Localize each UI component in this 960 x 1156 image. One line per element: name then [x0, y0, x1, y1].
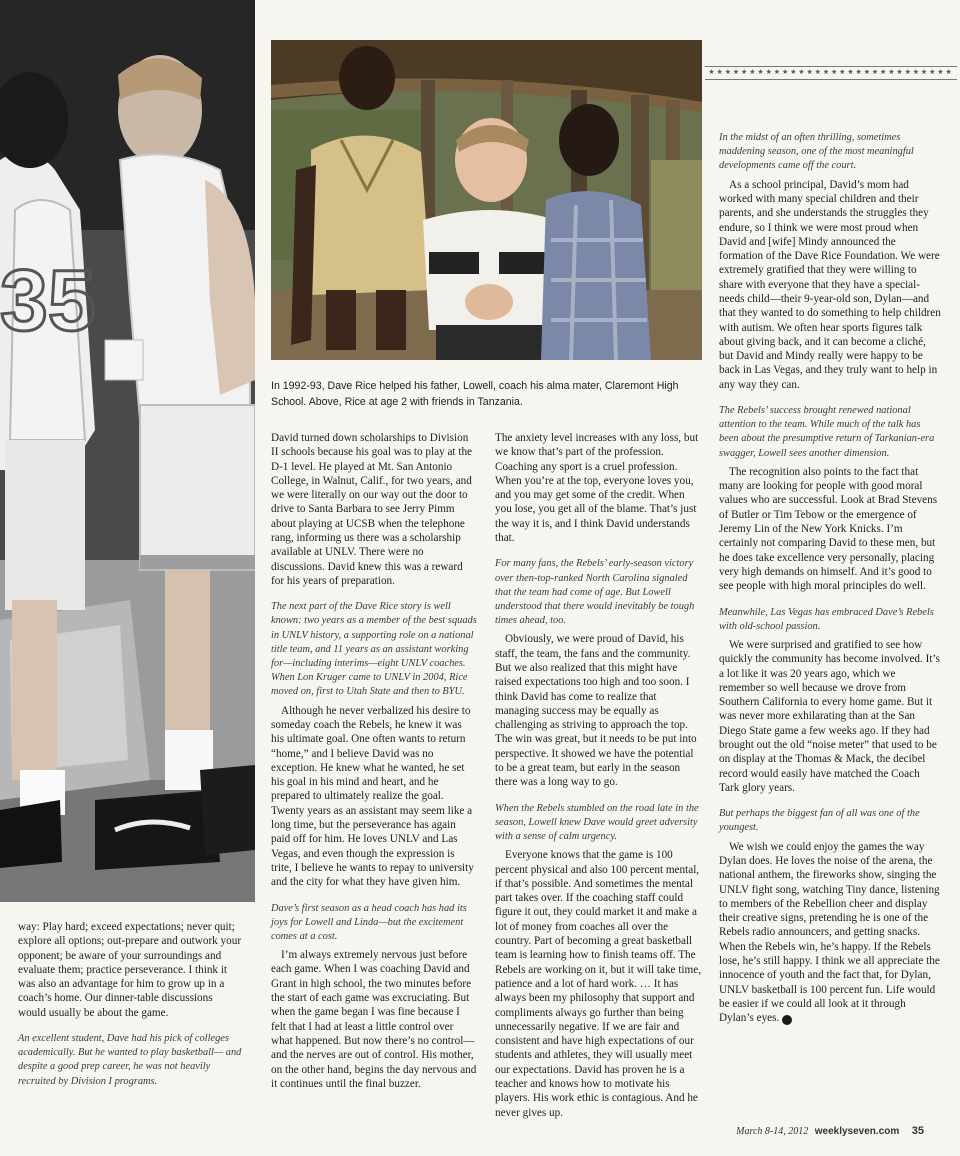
body-paragraph [719, 638, 941, 795]
body-paragraph [271, 704, 477, 890]
paragraph-text: As a school principal, David’s mom had worked with many special children and their parents, and she understands the struggles they endure, so I think we were most proud when David and [wife] Mindy announced the formation of the Dave Rice Foundation. We were extremely gratified that they were willing to share with everyone that they have a special-needs child—their 9-year-old son, Dylan—and that they wanted to do something to help children with autism. We often hear sports figures talk about giving back, and it can become a cliché, but David and Mindy really were happy to be back in Las Vegas, and they truly want to help in any way they can. [719, 178, 941, 391]
column-3 [495, 431, 701, 1132]
paragraph-text: An excellent student, Dave had his pick of colleges academically. But he wanted to play basketball— and despite a good prep career, he was not heavily recruited by Division I programs. [18, 1033, 242, 1087]
photo-caption: In 1992-93, Dave Rice helped his father, Lowell, coach his alma mater, Claremont High School. Above, Rice at age 2 with friends in Tanzania. [271, 380, 679, 408]
paragraph-text: We wish we could enjoy the games the way Dylan does. He loves the noise of the arena, the national anthem, the fireworks show, singing the UNLV fight song, watching Tiny dance, listening to members of the Rebellion cheer and display their creative signs, pretending he is one of the Rebels radio announcers, and getting snacks. When the Rebels win, he’s happy. If the Rebels lose, he’s still happy. I think we all appreciate the innocence of youth and the fact that, for Dylan, UNLV basketball is 100 percent fun. Life would be easier if we could all look at it through Dylan’s eyes. [719, 840, 940, 1025]
body-paragraph [271, 948, 477, 1091]
jersey-number: 35 [0, 253, 96, 349]
body-paragraph [719, 840, 941, 1026]
basketball-photo-illustration [0, 0, 255, 902]
tanzania-photo [271, 40, 702, 360]
page-number: 35 [911, 1125, 924, 1137]
body-paragraph [495, 632, 701, 789]
section-intro [719, 131, 941, 174]
body-paragraph [719, 465, 941, 594]
column-2 [271, 431, 477, 1103]
body-paragraph [495, 848, 701, 1120]
section-intro [495, 802, 701, 845]
section-intro [719, 606, 941, 634]
paragraph-text: For many fans, the Rebels’ early-season victory over then-top-ranked North Carolina signaled that the team had come of age. But Lowell understood that there would inevitably be tough times ahead, too. [495, 558, 695, 627]
body-paragraph [18, 920, 243, 1020]
paragraph-text: I’m always extremely nervous just before each game. When I was coaching David and Grant in high school, the two minutes before the start of each game was excruciating. But when the game began I was fine because I felt that I had at least a little control over what happened. But now there’s no control—and the nerves are out of control. His mother, on the other hand, begins the day nervous and it continues until the final buzzer. [271, 949, 477, 1090]
body-paragraph [719, 178, 941, 392]
section-intro [719, 807, 941, 835]
paragraph-text: Meanwhile, Las Vegas has embraced Dave’s Rebels with old-school passion. [719, 606, 934, 632]
paragraph-text: way: Play hard; exceed expectations; never quit; explore all options; out-prepare and outwork your opponent; be aware of your surroundings and evaluate them; practice perseverance. I think it was also an advantage for him to grow up in a coach’s home. Our dinner-table discussions would usually be about the game. [18, 921, 242, 1019]
section-intro [271, 902, 477, 945]
star-divider: ★★★★★★★★★★★★★★★★★★★★★★★★★★★★★★ [705, 66, 957, 80]
end-of-story-icon: 7 [782, 1015, 792, 1025]
section-intro [271, 600, 477, 699]
paragraph-text: When the Rebels stumbled on the road late in the season, Lowell knew Dave would greet adversity with a sense of calm urgency. [495, 802, 699, 843]
column-4 [719, 131, 941, 1037]
section-intro [18, 1032, 243, 1089]
section-intro [719, 404, 941, 461]
paragraph-text: Everyone knows that the game is 100 percent physical and also 100 percent mental, if that’s possible. And sometimes the mental part takes over. If the coaching staff could figure it out, they could market it and make a lot of money from coaches all over the country. Part of becoming a great basketball team is learning how to finish teams off. The Rebels are working on it, but it will take time, patience and a lot of hard work. … It has always been my philosophy that support and compliments always go further than being unnecessarily negative. If we are fair and consistent and have high expectations of our students and athletes, they will usually meet our expectations. David has proven he is a teacher and knows how to motivate his players. His work ethic is contagious. And he never gives up. [495, 849, 701, 1119]
paragraph-text: The next part of the Dave Rice story is well known: two years as a member of the best squads in UNLV history, a supporting role on a national title team, and 11 years as an assistant working for—including interims—eight UNLV coaches. When Lon Kruger came to UNLV in 2004, Rice moved on, first to Utah State and then to BYU. [271, 601, 477, 698]
paragraph-text: The Rebels’ success brought renewed national attention to the team. While much of the talk has been about the presumptive return of Tarkanian-era swagger, Lowell sees another dimension. [719, 405, 935, 459]
paragraph-text: We were surprised and gratified to see how quickly the community has become involved. It’s a lot like it was 20 years ago, which we remember so well because we drove from Southern California to every home game. But it was never more exhilarating than at the San Diego State game a few weeks ago. If they had brought out the old “noise meter” that used to be on display at the Thomas & Mack, the decibel record would easily have matched the Coach Tark glory years. [719, 638, 940, 794]
paragraph-text: In the midst of an often thrilling, sometimes maddening season, one of the most meaningful developments came off the court. [719, 132, 914, 172]
issue-date: March 8-14, 2012 [736, 1126, 809, 1137]
tanzania-photo-illustration [271, 40, 702, 360]
website-link[interactable]: weeklyseven.com [814, 1126, 900, 1137]
paragraph-text: But perhaps the biggest fan of all was one of the youngest. [719, 808, 920, 834]
paragraph-text: Obviously, we were proud of David, his staff, the team, the fans and the community. But we also realized that this might have raised expectations too high and too soon. I think David has come to realize that managing success may be equally as challenging as striving to approach the top. The win was great, but it needs to be put into perspective. It showed we have the potential to be a great team, but early in the season there was a long way to go. [495, 633, 697, 789]
paragraph-text: The anxiety level increases with any loss, but we know that’s part of the profession. Coaching any sport is a cruel profession. When you’re at the top, everyone loves you, and you may get some of the credit. When you lose, you get all of the blame. That’s just the way it is, and I think David understands that. [495, 432, 699, 545]
body-paragraph [271, 431, 477, 588]
section-intro [495, 557, 701, 628]
paragraph-text: Dave’s first season as a head coach has had its joys for Lowell and Linda—but the excitement comes at a cost. [271, 902, 467, 942]
column-1 [18, 920, 243, 1093]
paragraph-text: The recognition also points to the fact that many are looking for people with good moral values who are successful. Look at Brad Stevens of Butler or Tim Tebow or the emergence of Jeremy Lin of the New York Knicks. I’m certainly not comparing David to these men, but he does take excellence very personally, placing very high demands on himself. And it’s good to see people with high moral principles do well. [719, 465, 938, 593]
body-paragraph [495, 431, 701, 545]
page-footer [736, 1125, 924, 1137]
paragraph-text: David turned down scholarships to Division II schools because his goal was to play at the D-1 level. He played at Mt. San Antonio College, in Walnut, Calif., for two years, and we were literally on our way out the door to drive to Santa Barbara to see Jerry Pimm about playing at UCSB when the telephone rang, informing us there was a scholarship available at UNLV. There were no discussions. David knew this was a reward for his years of preparation. [271, 432, 473, 587]
paragraph-text: Although he never verbalized his desire to someday coach the Rebels, he knew it was his ultimate goal. One often wants to return “home,” and I believe David was no exception. He knew what he wanted, he set his goal in his mind and heart, and he prepared to ultimately realize the goal. Twenty years as an assistant may seem like a long time, but the perseverance has again paid off for him. He loves UNLV and Las Vegas, and even though the expression is trite, I believe he wants to repay to university and the city for what they have given him. [271, 704, 474, 889]
basketball-photo [0, 0, 255, 902]
